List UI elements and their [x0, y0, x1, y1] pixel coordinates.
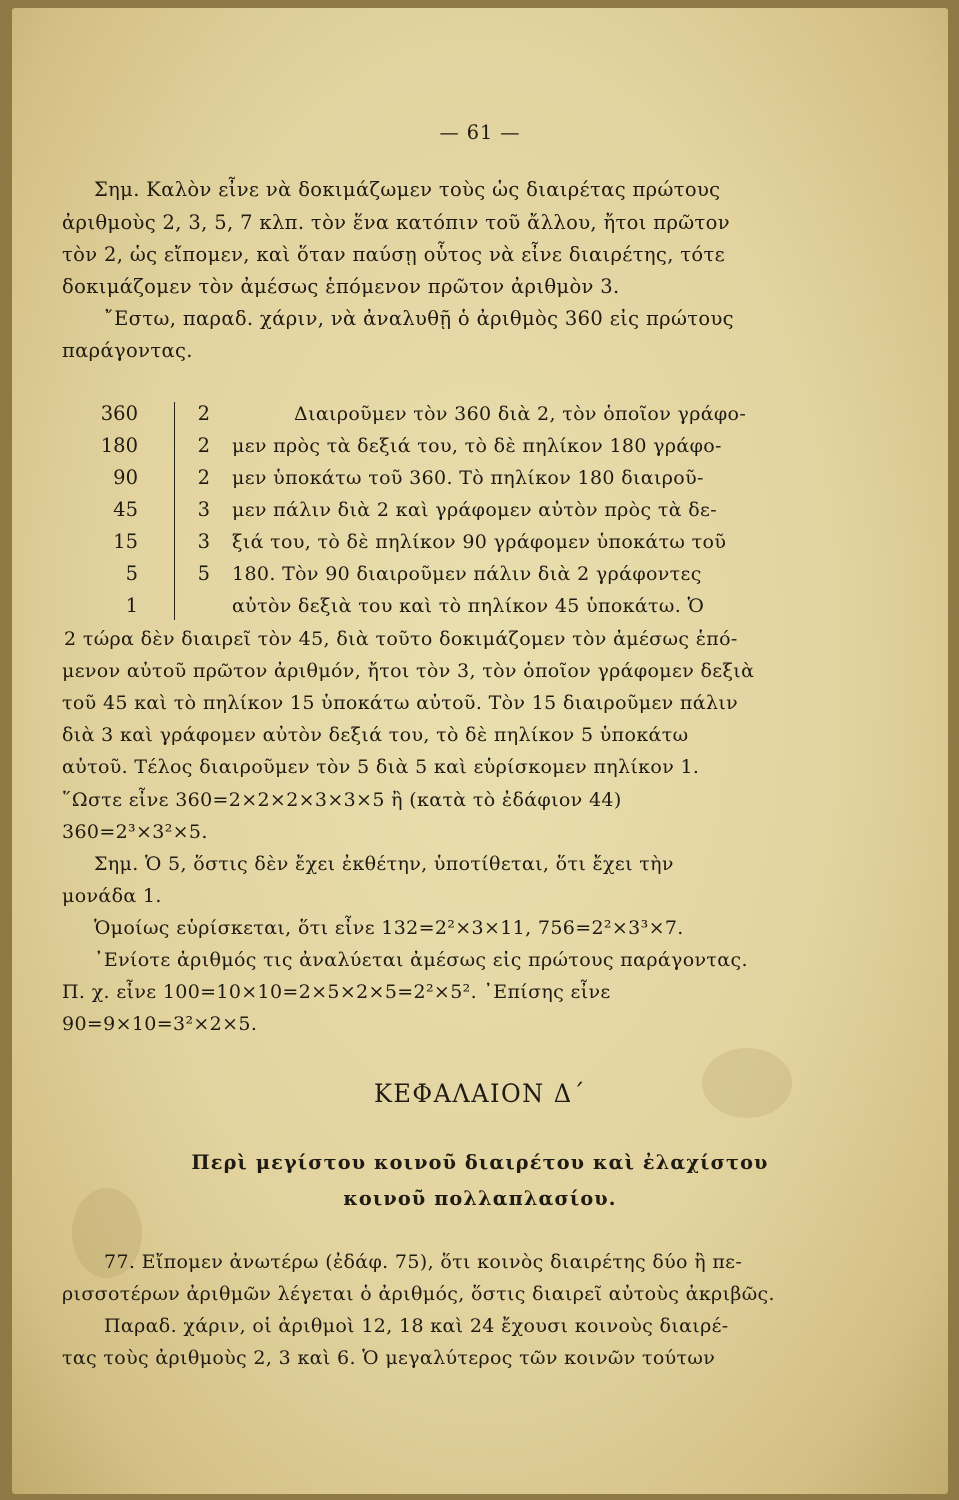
intro-line: ἀριθμοὺς 2, 3, 5, 7 κλπ. τὸν ἕνα κατόπιν τοῦ ἄλλου, ἤτοι πρῶτον [62, 211, 730, 234]
divisor-cell: 5 [197, 562, 210, 585]
body-line: διὰ 3 καὶ γράφομεν αὐτὸν δεξιά του, τὸ δὲ πηλίκον 5 ὑποκάτω [62, 724, 689, 746]
divisor-cell: 2 [197, 402, 210, 425]
quotient-cell: 15 [113, 530, 138, 553]
book-page [12, 8, 948, 1494]
intro-line: δοκιμάζομεν τὸν ἀμέσως ἑπόμενον πρῶτον ἀριθμὸν 3. [62, 275, 620, 298]
divisor-cell: 3 [197, 530, 210, 553]
intro-line: Σημ. Καλὸν εἶνε νὰ δοκιμάζωμεν τοὺς ὡς διαιρέτας πρώτους [94, 178, 721, 201]
body-line: Ὁμοίως εὑρίσκεται, ὅτι εἶνε 132=2²×3×11, 756=2²×3³×7. [94, 917, 684, 939]
quotient-cell: 45 [113, 498, 138, 521]
side-line: 180. Τὸν 90 διαιροῦμεν πάλιν διὰ 2 γράφοντες [232, 563, 702, 585]
intro-line: ῎Εστω, παραδ. χάριν, νὰ ἀναλυθῇ ὁ ἀριθμὸς 360 εἰς πρώτους [104, 307, 734, 330]
intro-line: τὸν 2, ὡς εἴπομεν, καὶ ὅταν παύσῃ οὗτος νὰ εἶνε διαιρέτης, τότε [62, 243, 726, 266]
divisor-cell: 2 [197, 434, 210, 457]
quotient-cell: 90 [113, 466, 138, 489]
section-title: Περὶ μεγίστου κοινοῦ διαιρέτου καὶ ἐλαχίστου [191, 1150, 769, 1174]
chapter-heading: ΚΕΦΑΛΑΙΟΝ Δ΄ [374, 1079, 586, 1108]
body-line: Π. χ. εἶνε 100=10×10=2×5×2×5=2²×5². ᾿Επίσης εἶνε [62, 981, 611, 1003]
divisor-cell: 3 [197, 498, 210, 521]
body-line: 90=9×10=3²×2×5. [62, 1013, 258, 1035]
paragraph-line: 77. Εἴπομεν ἀνωτέρω (ἐδάφ. 75), ὅτι κοινὸς διαιρέτης δύο ἢ πε- [104, 1251, 743, 1273]
body-line: ῞Ωστε εἶνε 360=2×2×2×3×3×5 ἢ (κατὰ τὸ ἐδάφιον 44) [62, 789, 622, 811]
body-line: 2 τώρα δὲν διαιρεῖ τὸν 45, διὰ τοῦτο δοκιμάζομεν τὸν ἀμέσως ἑπό- [64, 628, 738, 650]
page-number: — 61 — [439, 120, 521, 144]
paragraph-line: τας τοὺς ἀριθμοὺς 2, 3 καὶ 6. Ὁ μεγαλύτερος τῶν κοινῶν τούτων [62, 1347, 716, 1369]
intro-line: παράγοντας. [62, 339, 193, 362]
divisor-cell: 2 [197, 466, 210, 489]
body-line: τοῦ 45 καὶ τὸ πηλίκον 15 ὑποκάτω αὐτοῦ. Τὸν 15 διαιροῦμεν πάλιν [62, 692, 739, 714]
section-title: κοινοῦ πολλαπλασίου. [343, 1186, 617, 1210]
paragraph-line: ρισσοτέρων ἀριθμῶν λέγεται ὁ ἀριθμός, ὅστις διαιρεῖ αὐτοὺς ἀκριβῶς. [62, 1283, 775, 1305]
table-divider [174, 402, 175, 620]
side-line: ξιά του, τὸ δὲ πηλίκον 90 γράφομεν ὑποκάτω τοῦ [232, 531, 727, 553]
side-line: αὐτὸν δεξιὰ του καὶ τὸ πηλίκον 45 ὑποκάτω. Ὁ [232, 595, 705, 617]
side-line: μεν ὑποκάτω τοῦ 360. Τὸ πηλίκον 180 διαιροῦ- [232, 467, 704, 489]
quotient-cell: 5 [125, 562, 138, 585]
side-line: μεν πρὸς τὰ δεξιά του, τὸ δὲ πηλίκον 180 γράφο- [232, 435, 722, 457]
body-line: 360=2³×3²×5. [62, 821, 208, 843]
side-line: Διαιροῦμεν τὸν 360 διὰ 2, τὸν ὁποῖον γράφο- [294, 403, 747, 425]
body-line: ᾿Ενίοτε ἀριθμός τις ἀναλύεται ἀμέσως εἰς πρώτους παράγοντας. [94, 949, 748, 971]
body-line: Σημ. Ὁ 5, ὅστις δὲν ἔχει ἐκθέτην, ὑποτίθεται, ὅτι ἔχει τὴν [94, 853, 674, 875]
quotient-cell: 360 [100, 402, 138, 425]
body-line: αὐτοῦ. Τέλος διαιροῦμεν τὸν 5 διὰ 5 καὶ εὑρίσκομεν πηλίκον 1. [62, 756, 700, 778]
paragraph-line: Παραδ. χάριν, οἱ ἀριθμοὶ 12, 18 καὶ 24 ἔχουσι κοινοὺς διαιρέ- [104, 1315, 729, 1337]
quotient-cell: 1 [125, 594, 138, 617]
body-line: μενον αὐτοῦ πρῶτον ἀριθμόν, ἤτοι τὸν 3, τὸν ὁποῖον γράφομεν δεξιὰ [62, 660, 755, 682]
side-line: μεν πάλιν διὰ 2 καὶ γράφομεν αὐτὸν πρὸς τὰ δε- [232, 499, 718, 521]
body-line: μονάδα 1. [62, 885, 162, 907]
quotient-cell: 180 [100, 434, 138, 457]
